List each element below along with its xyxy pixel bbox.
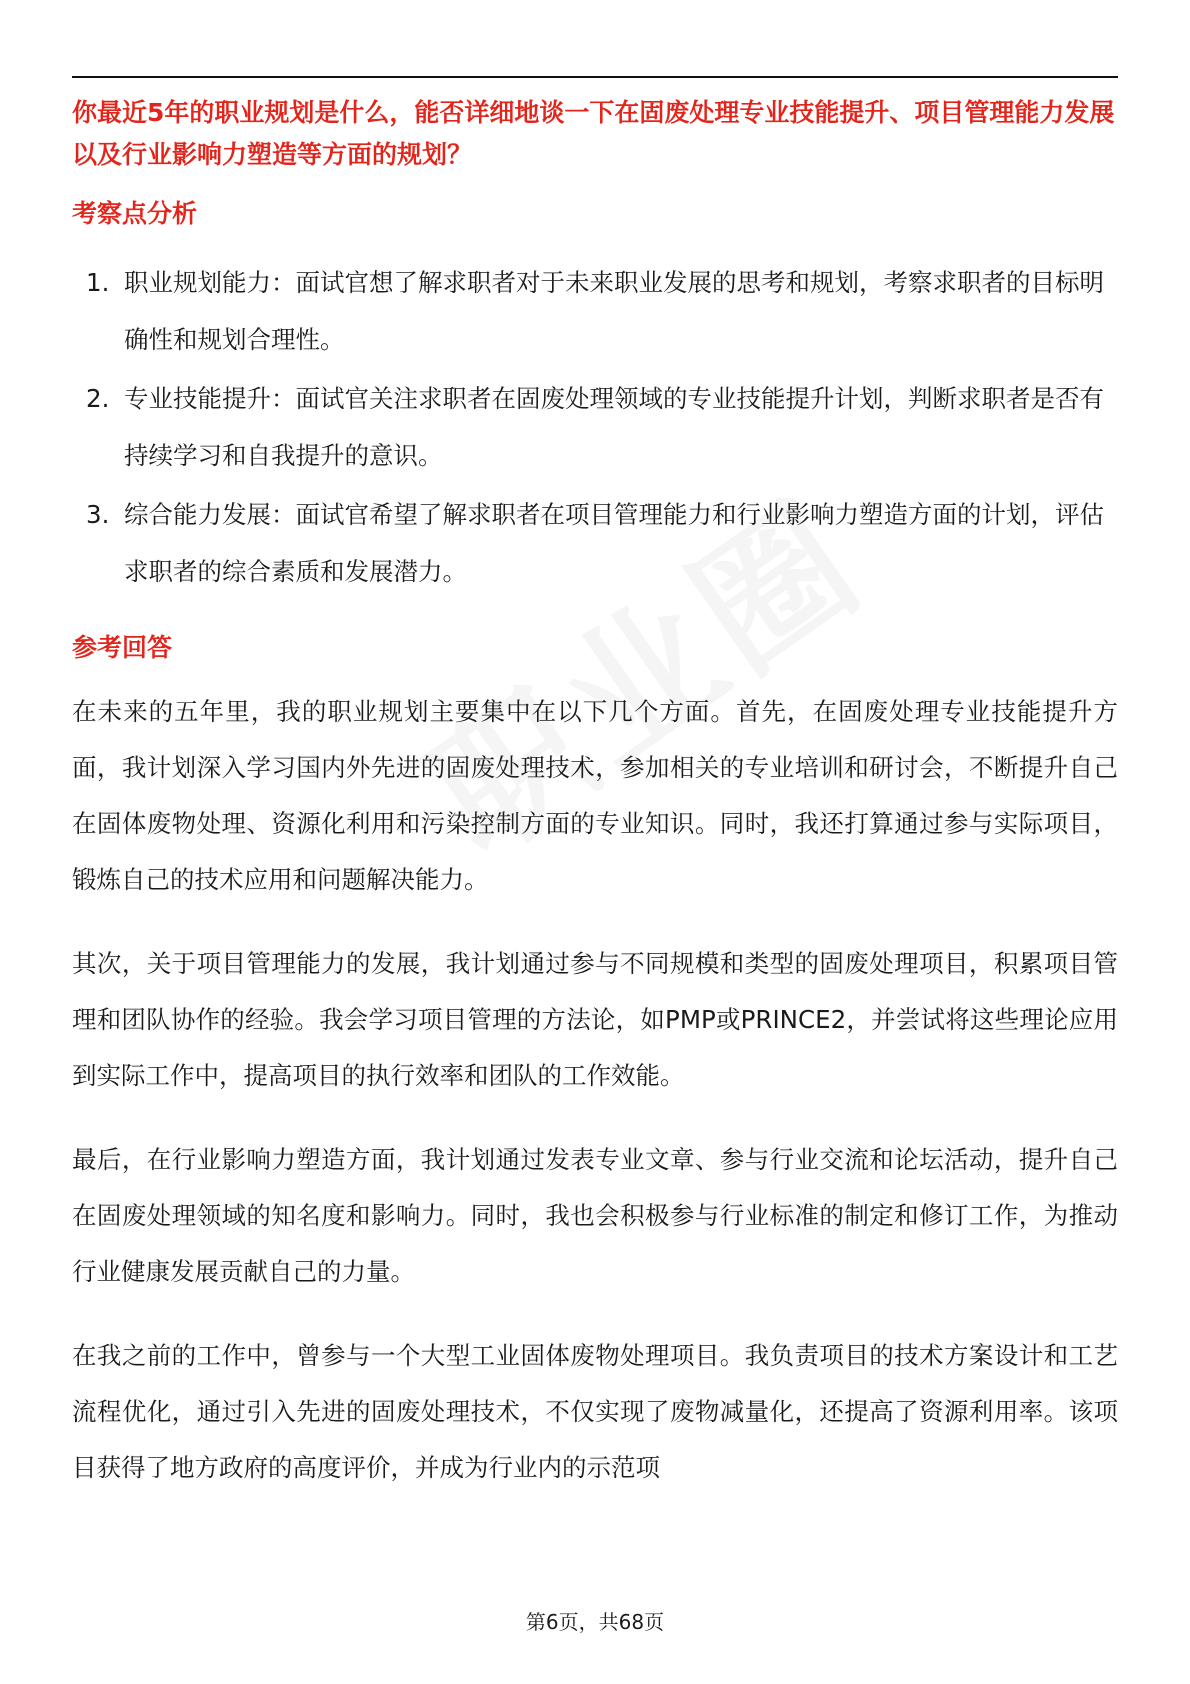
- list-item: [72, 370, 1118, 484]
- list-text: 职业规划能力：面试官想了解求职者对于未来职业发展的思考和规划，考察求职者的目标明确性和规划合理性。: [124, 268, 1104, 354]
- page-number: 第6页，共68页: [525, 1610, 665, 1634]
- page-content: [72, 92, 1118, 1496]
- analysis-heading: 考察点分析: [72, 199, 198, 228]
- answer-paragraph: 在未来的五年里，我的职业规划主要集中在以下几个方面。首先，在固废处理专业技能提升方面，我计划深入学习国内外先进的固废处理技术，参加相关的专业培训和研讨会，不断提升自己在固体废物处理、资源化利用和污染控制方面的专业知识。同时，我还打算通过参与实际项目，锻炼自己的技术应用和问题解决能力。: [72, 697, 1118, 894]
- list-item: [72, 486, 1118, 600]
- list-number: 1.: [86, 268, 110, 297]
- list-text: 综合能力发展：面试官希望了解求职者在项目管理能力和行业影响力塑造方面的计划，评估求职者的综合素质和发展潜力。: [124, 500, 1104, 586]
- analysis-list: [72, 254, 1118, 600]
- list-number: 2.: [86, 384, 110, 413]
- answer-paragraph: 在我之前的工作中，曾参与一个大型工业固体废物处理项目。我负责项目的技术方案设计和工艺流程优化，通过引入先进的固废处理技术，不仅实现了废物减量化，还提高了资源利用率。该项目获得了地方政府的高度评价，并成为行业内的示范项: [72, 1341, 1118, 1482]
- list-number: 3.: [86, 500, 110, 529]
- header-divider: [72, 76, 1118, 78]
- list-text: 专业技能提升：面试官关注求职者在固废处理领域的专业技能提升计划，判断求职者是否有持续学习和自我提升的意识。: [124, 384, 1104, 470]
- answer-heading: 参考回答: [72, 633, 173, 662]
- answer-paragraph: 其次，关于项目管理能力的发展，我计划通过参与不同规模和类型的固废处理项目，积累项目管理和团队协作的经验。我会学习项目管理的方法论，如PMP或PRINCE2，并尝试将这些理论应用到实际工作中，提高项目的执行效率和团队的工作效能。: [72, 949, 1118, 1090]
- question-title: 你最近5年的职业规划是什么，能否详细地谈一下在固废处理专业技能提升、项目管理能力发展以及行业影响力塑造等方面的规划？: [72, 98, 1115, 169]
- list-item: [72, 254, 1118, 368]
- answer-paragraph: 最后，在行业影响力塑造方面，我计划通过发表专业文章、参与行业交流和论坛活动，提升自己在固废处理领域的知名度和影响力。同时，我也会积极参与行业标准的制定和修订工作，为推动行业健康发展贡献自己的力量。: [72, 1145, 1118, 1286]
